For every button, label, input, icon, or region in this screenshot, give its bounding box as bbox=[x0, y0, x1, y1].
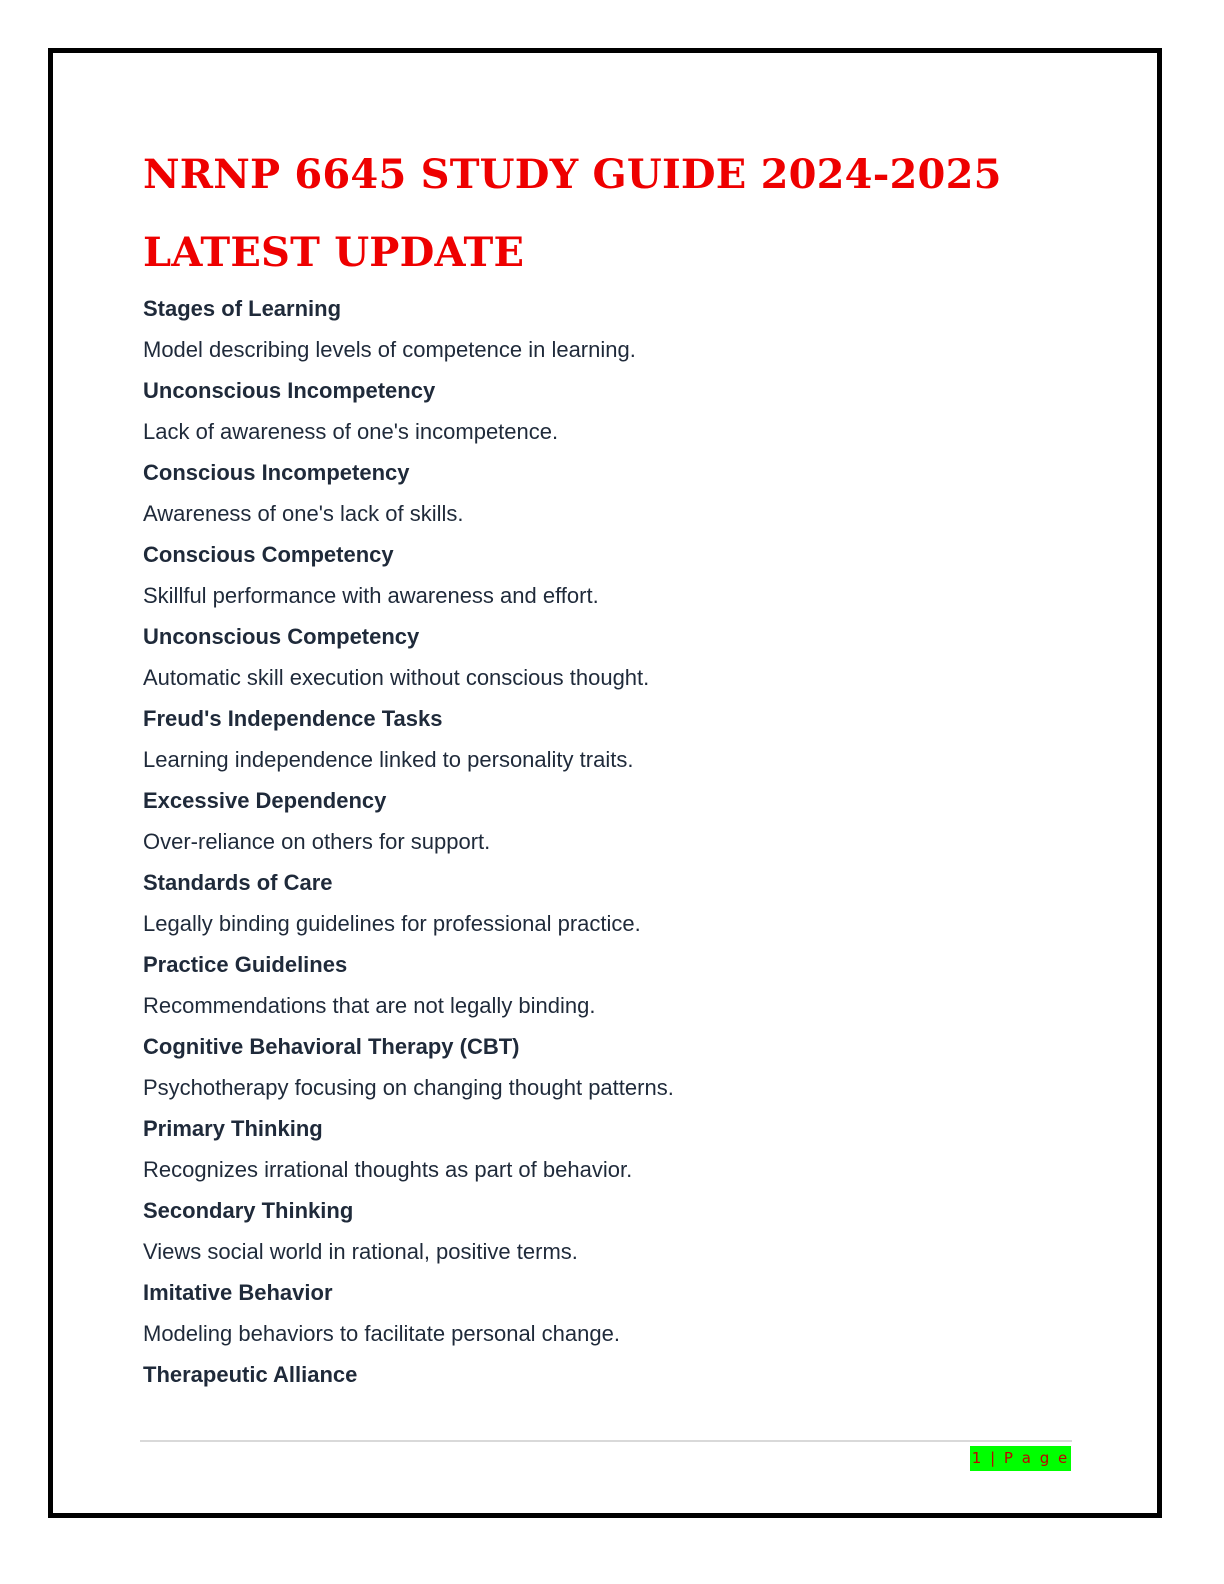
entry-term: Unconscious Competency bbox=[143, 624, 420, 649]
entry-term: Stages of Learning bbox=[143, 296, 342, 321]
glossary-entry bbox=[143, 1026, 1083, 1108]
entry-definition: Modeling behaviors to facilitate personal change. bbox=[143, 1321, 620, 1346]
glossary-entry bbox=[143, 780, 1083, 862]
glossary-entry bbox=[143, 698, 1083, 780]
footer-divider bbox=[140, 1440, 1072, 1442]
glossary-entry bbox=[143, 1190, 1083, 1272]
glossary-entry bbox=[143, 862, 1083, 944]
entry-definition: Awareness of one's lack of skills. bbox=[143, 501, 464, 526]
entry-term: Freud's Independence Tasks bbox=[143, 706, 443, 731]
entry-definition: Over-reliance on others for support. bbox=[143, 829, 491, 854]
entry-term: Standards of Care bbox=[143, 870, 333, 895]
glossary-entry bbox=[143, 370, 1083, 452]
glossary-entry bbox=[143, 1272, 1083, 1354]
entry-definition: Model describing levels of competence in learning. bbox=[143, 337, 636, 362]
entry-definition: Skillful performance with awareness and effort. bbox=[143, 583, 599, 608]
glossary-entry bbox=[143, 616, 1083, 698]
page-number: 1 | P a g e bbox=[970, 1446, 1071, 1471]
entry-definition: Learning independence linked to personality traits. bbox=[143, 747, 634, 772]
entry-term: Therapeutic Alliance bbox=[143, 1362, 358, 1387]
glossary-entry bbox=[143, 452, 1083, 534]
entry-term: Practice Guidelines bbox=[143, 952, 348, 977]
entry-definition: Automatic skill execution without conscious thought. bbox=[143, 665, 650, 690]
glossary-entry bbox=[143, 1108, 1083, 1190]
entry-term: Imitative Behavior bbox=[143, 1280, 333, 1305]
entry-definition: Recognizes irrational thoughts as part of behavior. bbox=[143, 1157, 633, 1182]
entry-definition: Psychotherapy focusing on changing thought patterns. bbox=[143, 1075, 674, 1100]
entry-definition: Views social world in rational, positive terms. bbox=[143, 1239, 578, 1264]
glossary-entry bbox=[143, 944, 1083, 1026]
entry-term: Secondary Thinking bbox=[143, 1198, 354, 1223]
entry-term: Conscious Competency bbox=[143, 542, 394, 567]
glossary-entry bbox=[143, 1354, 1083, 1395]
entry-definition: Recommendations that are not legally binding. bbox=[143, 993, 596, 1018]
entry-term: Unconscious Incompetency bbox=[143, 378, 436, 403]
glossary-list bbox=[143, 288, 1083, 1395]
entry-term: Cognitive Behavioral Therapy (CBT) bbox=[143, 1034, 520, 1059]
entry-term: Primary Thinking bbox=[143, 1116, 323, 1141]
entry-term: Excessive Dependency bbox=[143, 788, 387, 813]
entry-definition: Legally binding guidelines for professional practice. bbox=[143, 911, 641, 936]
glossary-entry bbox=[143, 534, 1083, 616]
entry-definition: Lack of awareness of one's incompetence. bbox=[143, 419, 559, 444]
document-title: NRNP 6645 STUDY GUIDE 2024-2025 LATEST UPDATE bbox=[143, 151, 1002, 276]
glossary-entry bbox=[143, 288, 1083, 370]
entry-term: Conscious Incompetency bbox=[143, 460, 410, 485]
